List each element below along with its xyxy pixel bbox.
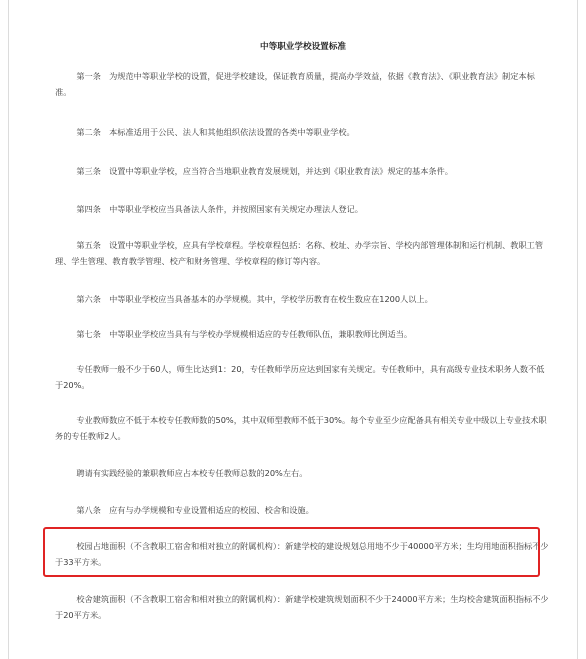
paragraph-building-area: 校舍建筑面积（不含教职工宿舍和相对独立的附属机构）：新建学校建筑规划面积不少于24000平方米；生均校舍建筑面积指标不少于20平方米。 (55, 594, 549, 620)
paragraph-article-7: 第七条 中等职业学校应当具有与学校办学规模相适应的专任教师队伍，兼职教师比例适当。 (76, 329, 413, 339)
paragraph-article-1: 第一条 为规范中等职业学校的设置，促进学校建设，保证教育质量，提高办学效益，依据《教育法》、《职业教育法》制定本标准。 (55, 71, 535, 97)
paragraph-article-5: 第五条 设置中等职业学校，应具有学校章程。学校章程包括：名称、校址、办学宗旨、学校内部管理体制和运行机制、教职工管理、学生管理、教育教学管理、校产和财务管理、学校章程的修订等内容。 (55, 240, 544, 266)
document-title: 中等职业学校设置标准 (260, 42, 346, 52)
paragraph-article-3: 第三条 设置中等职业学校，应当符合当地职业教育发展规划，并达到《职业教育法》规定的基本条件。 (76, 166, 453, 176)
paragraph-article-2: 第二条 本标准适用于公民、法人和其他组织依法设置的各类中等职业学校。 (76, 127, 355, 137)
highlight-box (43, 527, 540, 577)
paragraph-campus-area: 校园占地面积（不含教职工宿舍和相对独立的附属机构）：新建学校的建设规划总用地不少于40000平方米；生均用地面积指标不少于33平方米。 (55, 541, 549, 567)
document-page (8, 0, 578, 659)
paragraph-article-8: 第八条 应有与办学规模和专业设置相适应的校园、校舍和设施。 (76, 505, 314, 515)
paragraph-part-time-teachers: 聘请有实践经验的兼职教师应占本校专任教师总数的20%左右。 (76, 468, 308, 478)
paragraph-professional-teachers: 专业教师数应不低于本校专任教师数的50%，其中双师型教师不低于30%。每个专业至少应配备具有相关专业中级以上专业技术职务的专任教师2人。 (55, 415, 547, 441)
paragraph-article-4: 第四条 中等职业学校应当具备法人条件，并按照国家有关规定办理法人登记。 (76, 204, 363, 214)
paragraph-teachers-count: 专任教师一般不少于60人，师生比达到1：20，专任教师学历应达到国家有关规定。专任教师中，具有高级专业技术职务人数不低于20%。 (55, 364, 545, 390)
paragraph-article-6: 第六条 中等职业学校应当具备基本的办学规模。其中，学校学历教育在校生数应在1200人以上。 (76, 294, 433, 304)
